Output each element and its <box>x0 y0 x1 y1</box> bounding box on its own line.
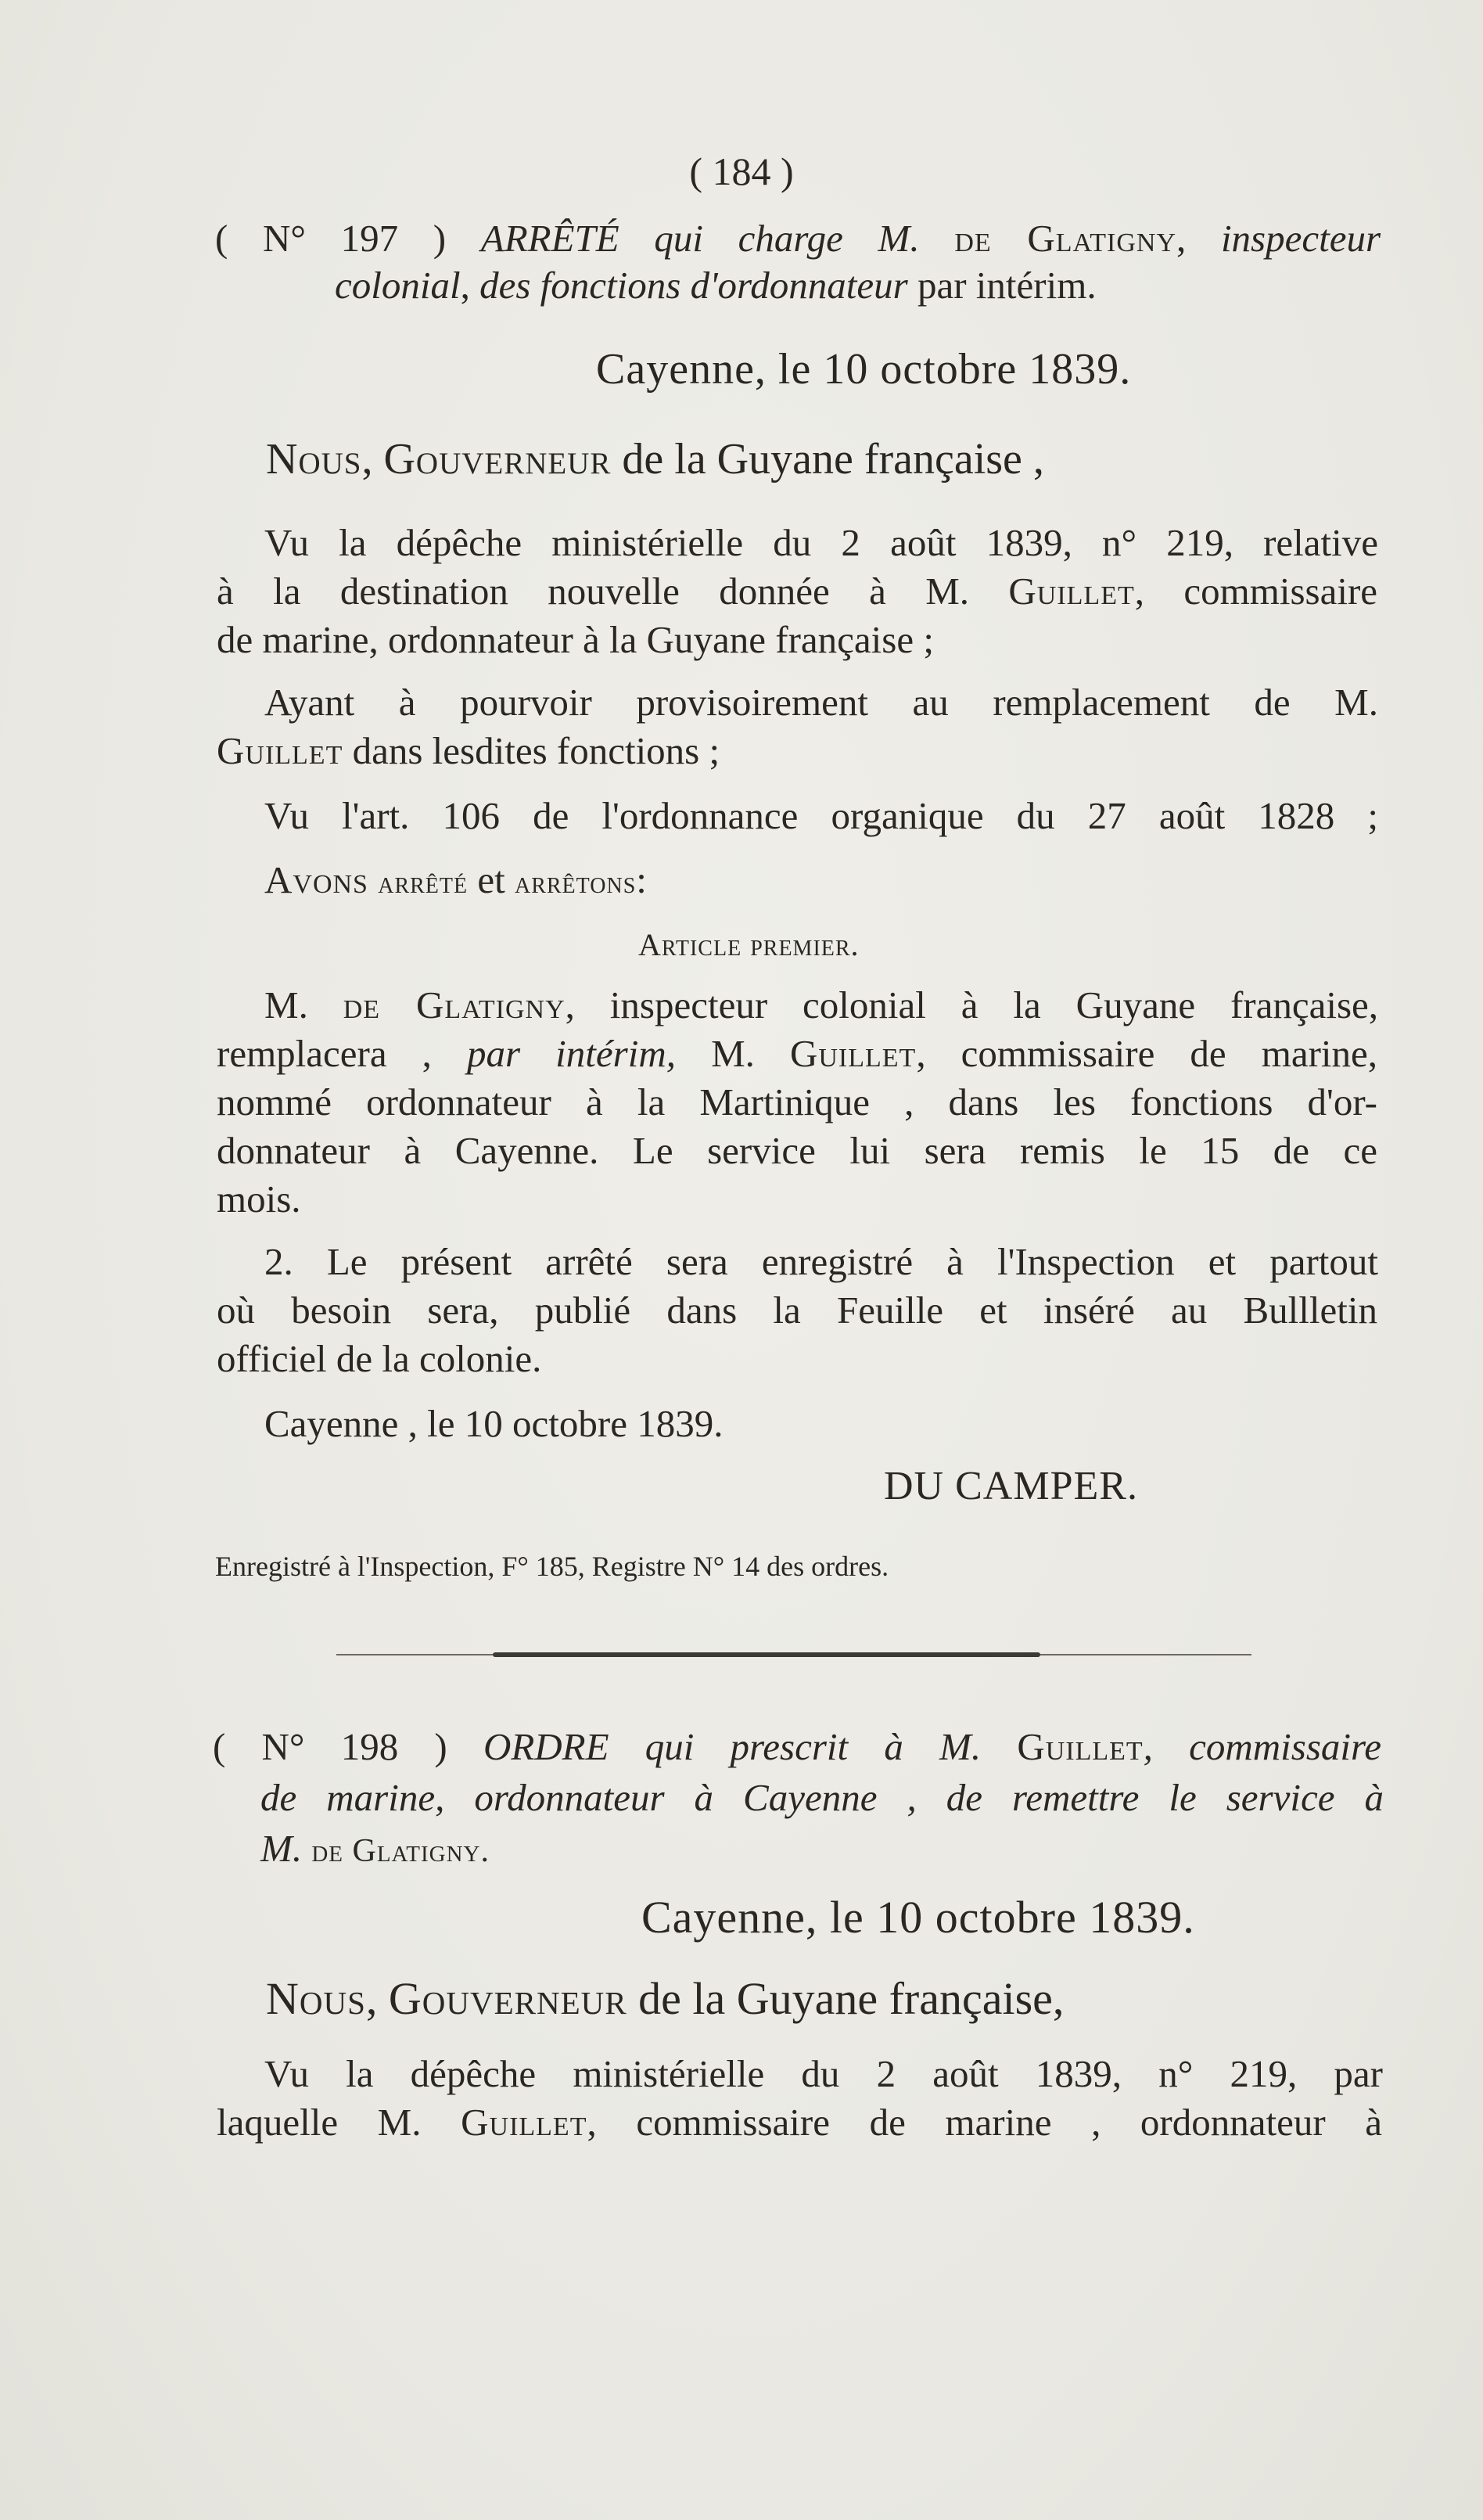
entry-number: ( N° 198 ) <box>213 1725 447 1768</box>
article-1-line1: M. de Glatigny, inspecteur colonial à la Guyane française, <box>264 983 1379 1026</box>
registration-note: Enregistré à l'Inspection, F° 185, Registre N° 14 des ordres. <box>215 1551 889 1582</box>
entry-197-ayant-line2: Guillet dans lesdites fonctions ; <box>217 729 720 772</box>
article-2-line1: 2. Le présent arrêté sera enregistré à l'Inspection et partout <box>264 1240 1378 1283</box>
entry-198-vu1-line2: laquelle M. Guillet, commissaire de marine , ordonnateur à <box>217 2101 1383 2144</box>
entry-197-ayant-line1: Ayant à pourvoir provisoirement au remplacement de M. <box>264 681 1378 724</box>
entry-197-date: Cayenne, le 10 octobre 1839. <box>596 345 1132 394</box>
entry-198-heading-line3: M. de Glatigny. <box>260 1827 490 1870</box>
article-2-line3: officiel de la colonie. <box>217 1337 542 1380</box>
article-1-line5: mois. <box>217 1177 301 1220</box>
divider-thick-line <box>493 1652 1040 1657</box>
entry-197-avons: Avons arrêté et arrêtons: <box>264 858 647 901</box>
entry-title-rest: qui charge M. <box>654 217 920 260</box>
article-1-line2: remplacera , par intérim, M. Guillet, commissaire de marine, <box>217 1032 1378 1075</box>
entry-197-heading-line2: colonial, des fonctions d'ordonnateur par intérim. <box>335 264 1097 307</box>
entry-number: ( N° 197 ) <box>215 217 447 260</box>
page-number: ( 184 ) <box>689 149 794 193</box>
entry-198-heading-line2: de marine, ordonnateur à Cayenne , de remettre le service à <box>260 1776 1384 1819</box>
entry-197-vu1-line1: Vu la dépêche ministérielle du 2 août 1839, n° 219, relative <box>264 521 1378 564</box>
signature: DU CAMPER. <box>884 1464 1138 1508</box>
person-name: Guillet <box>1017 1725 1144 1768</box>
entry-title: ORDRE <box>483 1725 609 1768</box>
entry-198-vu1-line1: Vu la dépêche ministérielle du 2 août 1839, n° 219, par <box>264 2052 1383 2095</box>
entry-198-date: Cayenne, le 10 octobre 1839. <box>641 1892 1195 1943</box>
section-divider <box>336 1649 1251 1660</box>
entry-197-vu2: Vu l'art. 106 de l'ordonnance organique du 27 août 1828 ; <box>264 794 1378 837</box>
entry-title: ARRÊTÉ <box>480 217 619 260</box>
article-1-line4: donnateur à Cayenne. Le service lui sera remis le 15 de ce <box>217 1129 1377 1172</box>
entry-197-heading-line1: ( N° 197 ) ARRÊTÉ qui charge M. de Glatigny, inspecteur <box>215 217 1381 260</box>
entry-198-heading-line1: ( N° 198 ) ORDRE qui prescrit à M. Guillet, commissaire <box>213 1725 1382 1768</box>
person-name: de Glatigny <box>954 217 1177 260</box>
article-2-line2: où besoin sera, publié dans la Feuille et inséré au Bullletin <box>217 1289 1377 1332</box>
closing-date: Cayenne , le 10 octobre 1839. <box>264 1402 724 1445</box>
entry-197-vu1-line2: à la destination nouvelle donnée à M. Guillet, commissaire <box>217 570 1378 613</box>
entry-197-nous: Nous, Gouverneur de la Guyane française , <box>266 435 1044 484</box>
entry-197-vu1-line3: de marine, ordonnateur à la Guyane française ; <box>217 618 934 661</box>
article-1-line3: nommé ordonnateur à la Martinique , dans les fonctions d'or- <box>217 1080 1377 1123</box>
entry-198-nous: Nous, Gouverneur de la Guyane française, <box>266 1973 1065 2024</box>
entry-title-tail: inspecteur <box>1220 217 1381 260</box>
article-heading: Article premier. <box>638 927 860 962</box>
